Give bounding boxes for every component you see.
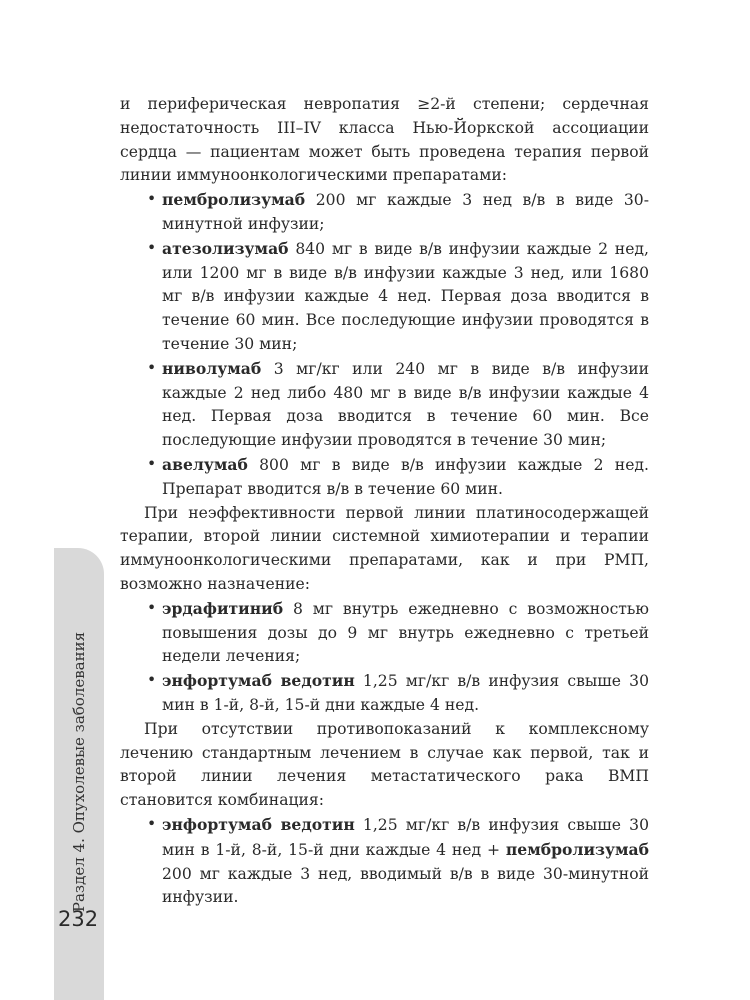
list-item (120, 813, 649, 910)
bullet: • (147, 190, 157, 209)
page-number: 232 (58, 907, 99, 931)
bullet: • (147, 358, 157, 377)
drug-name: атезолизумаб (162, 238, 289, 258)
drug-name: пембролизумаб (505, 839, 649, 859)
drug-list-1 (120, 188, 649, 501)
drug-regimen: 840 мг в виде в/в инфузии каждые 2 нед, или 1200 мг в виде в/в инфузии каждые 3 нед, или 1680 мг в/в инфузии каждые 4 нед. Первая доза вводится в течение 60 мин. Все последующие инфузии проводятся в течение 30 мин; (162, 239, 649, 353)
drug-name: ниволумаб (162, 358, 262, 378)
drug-regimen: 200 мг каждые 3 нед, вводимый в/в в виде 30-минутной инфузии. (162, 864, 649, 907)
list-item (120, 357, 649, 453)
list-item (120, 188, 649, 237)
page-body (120, 93, 649, 910)
drug-list-2 (120, 597, 649, 718)
list-item (120, 597, 649, 669)
bullet: • (147, 238, 157, 257)
bullet: • (147, 454, 157, 473)
bullet: • (147, 598, 157, 617)
section-side-label: Раздел 4. Опухолевые заболевания (70, 631, 88, 913)
drug-regimen: 800 мг в виде в/в инфузии каждые 2 нед. Препарат вводится в/в в течение 60 мин. (162, 455, 649, 498)
list-item (120, 453, 649, 502)
drug-regimen: 8 мг внутрь ежедневно с возможностью повышения дозы до 9 мг внутрь ежедневно с третьей недели лечения; (162, 599, 649, 666)
drug-name: энфортумаб ведотин (162, 814, 355, 834)
bullet: • (147, 814, 157, 833)
drug-regimen: 1,25 мг/кг в/в инфузия свыше 30 мин в 1-й, 8-й, 15-й дни каждые 4 нед. (162, 672, 650, 714)
drug-list-3 (120, 813, 649, 910)
drug-regimen: 1,25 мг/кг в/в инфузия свыше 30 мин в 1-й, 8-й, 15-й дни каждые 4 нед + (162, 815, 650, 859)
paragraph-1: и периферическая невропатия ≥2-й степени; сердечная недостаточность III–IV класса Нью-Йоркской ассоциации сердца — пациентам может быть проведена терапия первой линии иммуноонкологическими препаратами: (120, 95, 649, 185)
bullet: • (147, 671, 157, 690)
paragraph-3: При отсутствии противопоказаний к комплексному лечению стандартным лечением в случае как первой, так и второй линии лечения метастатического рака ВМП становится комбинация: (120, 719, 649, 810)
list-item (120, 669, 649, 718)
drug-name: энфортумаб ведотин (162, 671, 355, 691)
paragraph-2: При неэффективности первой линии платиносодержащей терапии, второй линии системной химиотерапии и терапии иммуноонкологическими препаратами, как и при РМП, возможно назначение: (120, 503, 649, 593)
drug-name: авелумаб (162, 454, 248, 474)
list-item (120, 237, 649, 357)
drug-name: эрдафитиниб (162, 598, 284, 618)
drug-regimen: 200 мг каждые 3 нед в/в в виде 30-минутной инфузии; (162, 191, 649, 233)
drug-name: пембролизумаб (162, 190, 306, 210)
drug-regimen: 3 мг/кг или 240 мг в виде в/в инфузии каждые 2 нед либо 480 мг в виде в/в инфузии каждые 4 нед. Первая доза вводится в течение 60 мин. Все последующие инфузии проводятся в течение 30 мин; (162, 359, 649, 450)
